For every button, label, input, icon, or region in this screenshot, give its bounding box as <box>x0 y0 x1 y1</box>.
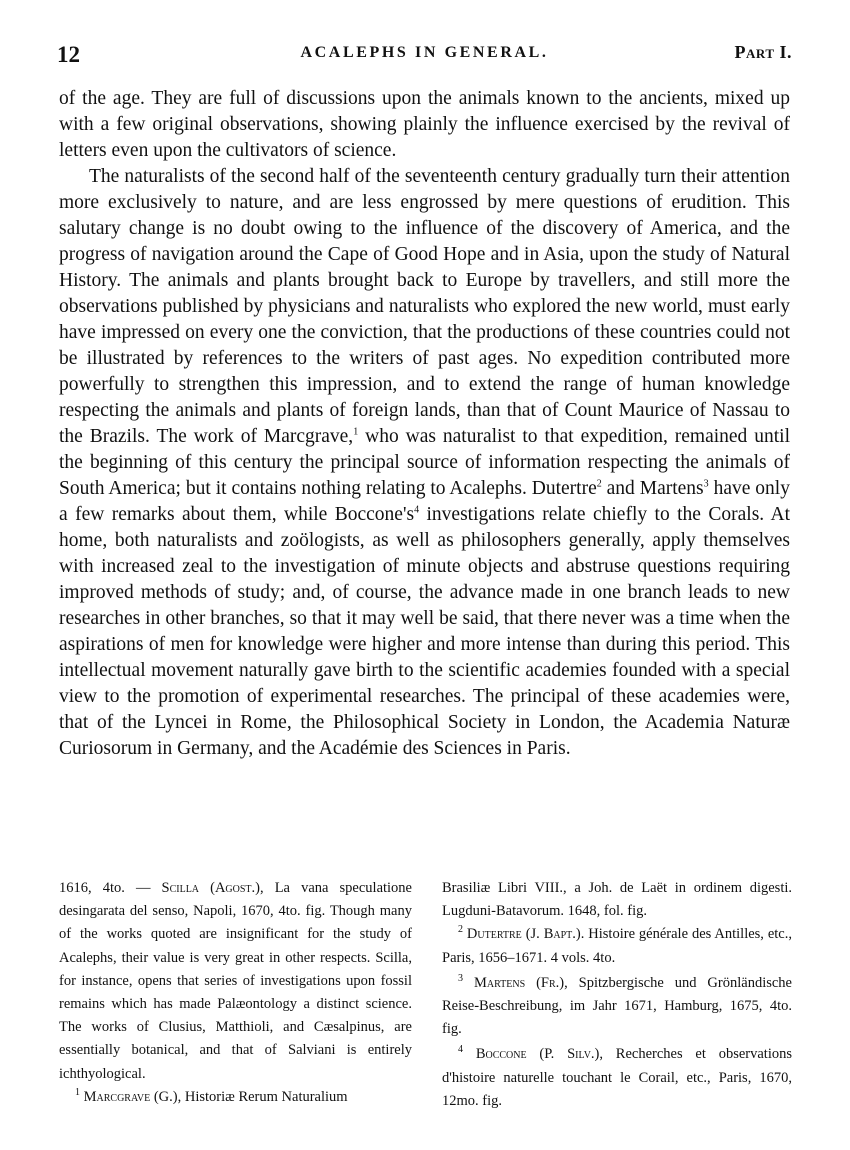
footnote-1-mark: 1 <box>75 1087 80 1098</box>
footnote-1-author: Marcgrave (G.) <box>83 1088 178 1105</box>
footnote-ref-4: 4 <box>414 504 420 516</box>
footnote-2 <box>442 923 792 969</box>
continuation-author: Scilla (Agost.) <box>161 880 260 896</box>
footnote-1-continuation: Brasiliæ Libri VIII., a Joh. de Laët in ordinem digesti. Lugduni-Batavorum. 1648, fol. fig. <box>442 880 792 920</box>
footnote-3-text: , Spitzbergische und Grönländische Reise-Beschreibung, im Jahr 1671, Hamburg, 1675, 4to. fig. <box>442 974 792 1038</box>
paragraph-2-part-1: The naturalists of the second half of the seventeenth century gradually turn their attention more exclusively to nature, and are less engrossed by mere questions of erudition. This salutary change is no doubt owing to the influence of the discovery of America, and the progress of navigation around the Cape of Good Hope and in Asia, upon the study of Natural History. The animals and plants brought back to Europe by travellers, and still more the observations published by physicians and naturalists who explored the new world, must early have impressed on every one the conviction, that the productions of these countries could not be illustrated by references to the writers of past ages. No expedition contributed more powerfully to strengthen this impression, and to extend the range of human knowledge respecting the animals and plants of foreign lands, than that of Count Maurice of Nassau to the Brazils. The work of Marcgrave, <box>59 166 790 447</box>
footnote-2-author: Dutertre (J. Bapt.) <box>466 926 581 943</box>
continuation-text: , La vana speculatione desingarata del senso, Napoli, 1670, 4to. fig. Though many of the works quoted are insignificant for the study of Acalephs, their value is very great in other respects. Scilla, for instance, opens that series of investigations upon fossil remains which has made Palæontology a distinct science. The works of Clusius, Matthioli, and Cæsalpinus, are essentially botanical, and that of Salviani is entirely ichthyological. <box>59 880 412 1082</box>
footnote-continuation-left <box>59 877 412 1086</box>
footnotes-left-column <box>59 877 412 1109</box>
footnotes-right-column <box>442 877 792 1113</box>
footnote-3 <box>442 972 792 1042</box>
paragraph-2-part-2: who was naturalist to that expedition, remained until the beginning of this century the principal source of information respecting the animals of South America; but it contains nothing relating to Acalephs. Dutertre <box>59 426 790 499</box>
footnote-ref-1: 1 <box>353 426 359 438</box>
continuation-date: 1616, 4to. — <box>59 880 162 896</box>
footnote-4-mark: 4 <box>458 1044 463 1056</box>
footnote-2-mark: 2 <box>458 924 463 936</box>
page-number: 12 <box>57 42 80 67</box>
running-head <box>57 42 792 72</box>
running-title: ACALEPHS IN GENERAL. <box>300 44 549 61</box>
footnote-ref-3: 3 <box>703 478 709 490</box>
footnote-1 <box>59 1086 412 1109</box>
footnote-4-author: Boccone (P. Silv.) <box>475 1046 600 1063</box>
footnote-3-mark: 3 <box>458 972 463 984</box>
paragraph-2-part-4: have only a few remarks about them, while Boccone's <box>59 478 790 525</box>
main-text <box>59 86 790 762</box>
footnote-1-text: , Historiæ Rerum Naturalium <box>177 1088 348 1105</box>
footnote-ref-2: 2 <box>596 478 602 490</box>
paragraph-2-part-3: and Martens <box>601 478 704 499</box>
part-label: Part I. <box>734 42 792 62</box>
paragraph-2 <box>59 164 790 762</box>
paragraph-2-part-5: investigations relate chiefly to the Corals. At home, both naturalists and zoölogists, as well as philosophers generally, apply themselves with increased zeal to the investigation of minute objects and abstruse questions requiring improved methods of study; and, of course, the advance made in one branch leads to new researches in other branches, so that it may well be said, that there never was a time when the aspirations of men for knowledge were higher and more intense than during this period. This intellectual movement naturally gave birth to the scientific academies founded with a special view to the promotion of experimental researches. The principal of these academies were, that of the Lyncei in Rome, the Philosophical Society in London, the Academia Naturæ Curiosorum in Germany, and the Académie des Sciences in Paris. <box>59 504 790 759</box>
footnote-4 <box>442 1043 792 1113</box>
footnote-2-text: . Histoire générale des Antilles, etc., Paris, 1656–1671. 4 vols. 4to. <box>442 926 792 966</box>
paragraph-1: of the age. They are full of discussions upon the animals known to the ancients, mixed up with a few original observations, showing plainly the influence exercised by the revival of letters even upon the cultivators of science. <box>59 88 790 161</box>
footnote-4-text: , Recherches et observations d'histoire naturelle touchant le Corail, etc., Paris, 1670, 12mo. fig. <box>442 1046 792 1109</box>
footnote-3-author: Martens (Fr.) <box>473 974 565 991</box>
